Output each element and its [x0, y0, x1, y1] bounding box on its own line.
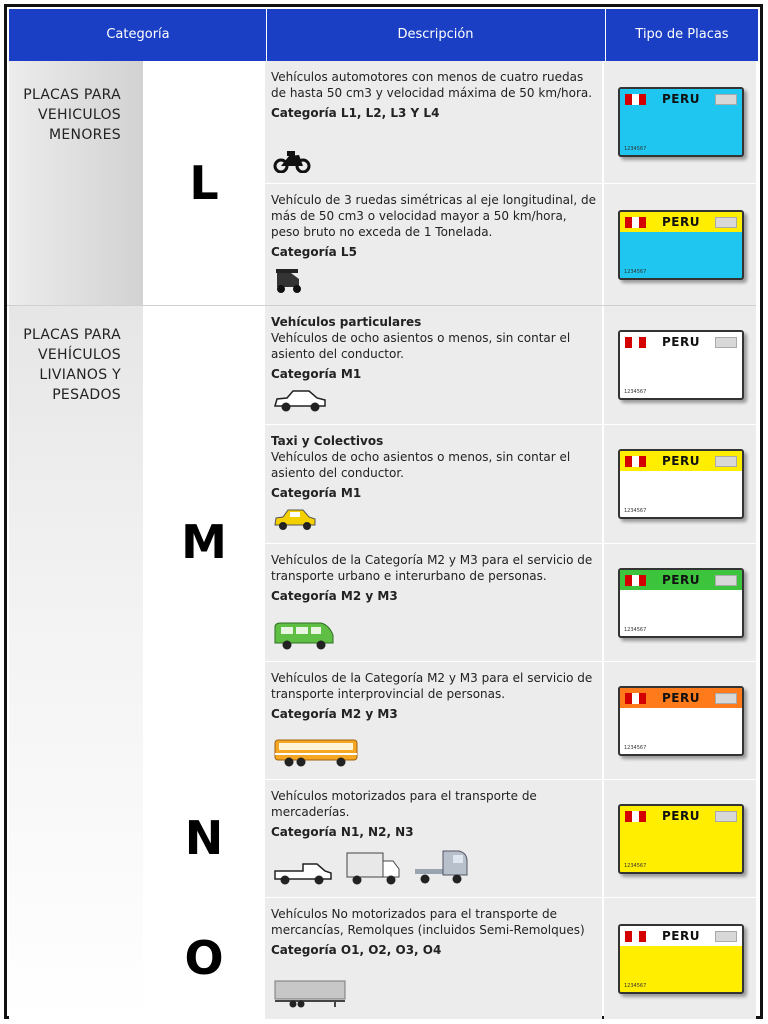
- plate-sticker: [715, 811, 737, 822]
- plate-sticker: [715, 931, 737, 942]
- plate-number: 1234567: [624, 863, 647, 869]
- category-letter-n: N: [143, 779, 265, 897]
- row-category: Categoría O1, O2, O3, O4: [271, 943, 442, 957]
- tractor-unit-icon: [413, 847, 469, 891]
- plate-cell: [604, 425, 756, 543]
- row-description: Vehículos de ocho asientos o menos, sin contar el asiento del conductor.: [271, 331, 571, 361]
- plate-sticker: [715, 94, 737, 105]
- license-plate: [618, 330, 744, 400]
- plate-number: 1234567: [624, 389, 647, 395]
- motorcycle-icon: [273, 147, 311, 177]
- peru-flag-icon: [625, 693, 646, 704]
- row-description: Vehículo de 3 ruedas simétricas al eje longitudinal, de más de 50 cm3 o velocidad mayor a 50 km/hora, peso bruto no exceda de 1 Tonelada.: [271, 193, 596, 239]
- license-plate: [618, 804, 744, 874]
- plate-country: PERU: [662, 691, 700, 705]
- peru-flag-icon: [625, 456, 646, 467]
- table-header: [9, 9, 758, 61]
- peru-flag-icon: [625, 94, 646, 105]
- plates-table: [4, 4, 763, 1019]
- mototaxi-icon: [273, 267, 305, 299]
- taxi-icon: [273, 507, 317, 537]
- plate-sticker: [715, 693, 737, 704]
- plate-sticker: [715, 575, 737, 586]
- row-category: Categoría L5: [271, 245, 357, 259]
- row-category: Categoría M2 y M3: [271, 589, 398, 603]
- row-category: Categoría L1, L2, L3 Y L4: [271, 106, 440, 120]
- group-label-menores: PLACAS PARA VEHICULOS MENORES: [9, 61, 143, 305]
- row-category: Categoría N1, N2, N3: [271, 825, 414, 839]
- license-plate: [618, 87, 744, 157]
- row-category: Categoría M2 y M3: [271, 707, 398, 721]
- description-row: [265, 898, 602, 1019]
- row-description: Vehículos de la Categoría M2 y M3 para el servicio de transporte urbano e interurbano de personas.: [271, 553, 593, 583]
- plate-cell: [604, 61, 756, 183]
- row-divider: [143, 779, 756, 780]
- description-row: [265, 306, 602, 424]
- plate-cell: [604, 662, 756, 779]
- row-description: Vehículos de la Categoría M2 y M3 para el servicio de transporte interprovincial de personas.: [271, 671, 593, 701]
- plate-number: 1234567: [624, 269, 647, 275]
- plate-cell: [604, 780, 756, 897]
- pickup-icon: [273, 859, 333, 891]
- plate-country: PERU: [662, 92, 700, 106]
- license-plate: [618, 686, 744, 756]
- row-divider: [265, 424, 756, 425]
- plate-country: PERU: [662, 215, 700, 229]
- plate-cell: [604, 898, 756, 1019]
- peru-flag-icon: [625, 931, 646, 942]
- category-letter-m: M: [143, 305, 265, 779]
- description-row: [265, 425, 602, 543]
- row-title: Vehículos particulares: [271, 315, 422, 329]
- row-divider: [265, 183, 756, 184]
- header-categoria: Categoría: [106, 27, 170, 42]
- plate-cell: [604, 544, 756, 661]
- description-row: [265, 544, 602, 661]
- description-row: [265, 184, 602, 305]
- peru-flag-icon: [625, 337, 646, 348]
- bus-icon: [273, 737, 359, 773]
- category-letter-o: O: [143, 897, 265, 1019]
- row-description: Vehículos No motorizados para el transporte de mercancías, Remolques (incluidos Semi-Remolques): [271, 907, 585, 937]
- plate-sticker: [715, 217, 737, 228]
- row-description: Vehículos de ocho asientos o menos, sin contar el asiento del conductor.: [271, 450, 571, 480]
- trailer-icon: [273, 979, 347, 1013]
- license-plate: [618, 568, 744, 638]
- plate-number: 1234567: [624, 146, 647, 152]
- plate-number: 1234567: [624, 983, 647, 989]
- row-description: Vehículos motorizados para el transporte de mercaderías.: [271, 789, 537, 819]
- plate-cell: [604, 184, 756, 305]
- row-category: Categoría M1: [271, 486, 362, 500]
- peru-flag-icon: [625, 811, 646, 822]
- row-divider: [265, 661, 756, 662]
- plate-sticker: [715, 456, 737, 467]
- license-plate: [618, 210, 744, 280]
- plate-country: PERU: [662, 929, 700, 943]
- plate-country: PERU: [662, 809, 700, 823]
- row-title: Taxi y Colectivos: [271, 434, 384, 448]
- plate-number: 1234567: [624, 745, 647, 751]
- description-row: [265, 662, 602, 779]
- plate-number: 1234567: [624, 508, 647, 514]
- plate-cell: [604, 306, 756, 424]
- box-truck-icon: [345, 851, 401, 891]
- peru-flag-icon: [625, 575, 646, 586]
- car-icon: [273, 388, 327, 418]
- description-row: [265, 61, 602, 183]
- plate-sticker: [715, 337, 737, 348]
- row-divider: [143, 897, 756, 898]
- description-row: [265, 780, 602, 897]
- plate-country: PERU: [662, 454, 700, 468]
- row-description: Vehículos automotores con menos de cuatro ruedas de hasta 50 cm3 y velocidad máxima de 50 km/hora.: [271, 70, 593, 100]
- group-label-livianos: PLACAS PARA VEHÍCULOS LIVIANOS Y PESADOS: [9, 305, 143, 1019]
- van-icon: [273, 619, 335, 655]
- row-category: Categoría M1: [271, 367, 362, 381]
- peru-flag-icon: [625, 217, 646, 228]
- plate-country: PERU: [662, 335, 700, 349]
- license-plate: [618, 924, 744, 994]
- category-letter-l: L: [143, 61, 265, 305]
- plate-country: PERU: [662, 573, 700, 587]
- header-tipo: Tipo de Placas: [635, 27, 729, 42]
- header-descripcion: Descripción: [397, 27, 474, 42]
- row-divider: [265, 543, 756, 544]
- plate-number: 1234567: [624, 627, 647, 633]
- license-plate: [618, 449, 744, 519]
- group-divider: [7, 305, 756, 306]
